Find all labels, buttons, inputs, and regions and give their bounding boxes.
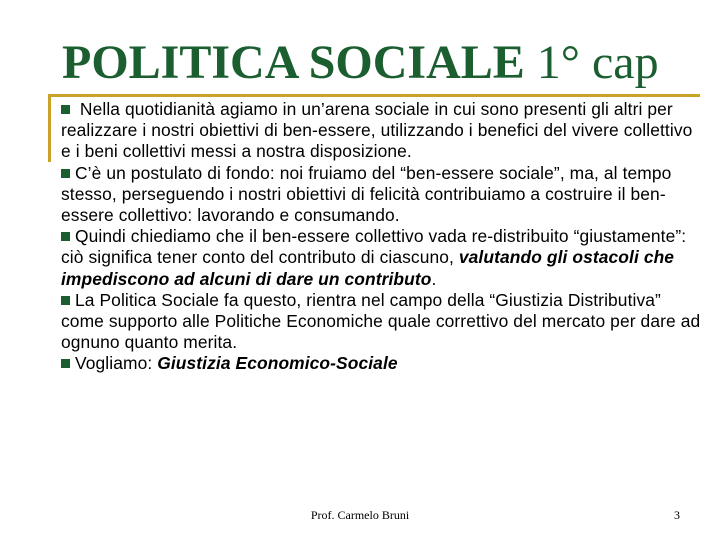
paragraph-5-text: Vogliamo: xyxy=(75,353,158,374)
square-bullet-icon xyxy=(61,169,70,178)
paragraph-3-end: . xyxy=(431,268,437,289)
title-area xyxy=(48,28,708,94)
paragraph-5-emphasis: Giustizia Economico-Sociale xyxy=(157,353,398,374)
left-accent-rule xyxy=(48,94,51,162)
square-bullet-icon xyxy=(61,296,70,305)
paragraph-1-text: Nella quotidianità agiamo in un’arena sociale in cui sono presenti gli altri per realizzare i nostri obiettivi di ben-essere, utilizzando i benefici del vivere collettivo e i beni collettivi messi a nostra disposizione. xyxy=(61,99,693,162)
page-number: 3 xyxy=(674,508,680,522)
paragraph-2-text: C’è un postulato di fondo: noi fruiamo del “ben-essere sociale”, ma, al tempo stesso, perseguendo i nostri obiettivi di felicità contribuiamo a costruire il ben-essere collettivo: lavorando e consumando. xyxy=(61,162,672,226)
paragraph-5 xyxy=(61,353,701,374)
paragraph-1 xyxy=(61,99,701,163)
title-underline-rule xyxy=(48,94,700,97)
paragraph-4 xyxy=(61,290,701,354)
paragraph-3 xyxy=(61,226,701,290)
title-main: POLITICA SOCIALE xyxy=(62,36,525,89)
title-suffix: 1° cap xyxy=(524,36,659,89)
square-bullet-icon xyxy=(61,359,70,368)
square-bullet-icon xyxy=(61,232,70,241)
square-bullet-icon xyxy=(61,105,70,114)
paragraph-4-text: La Politica Sociale fa questo, rientra nel campo della “Giustizia Distributiva” come supporto alle Politiche Economiche quale correttivo del mercato per dare ad ognuno quanto merita. xyxy=(61,289,701,353)
paragraph-3-emphasis: valutando gli ostacoli che impediscono ad alcuni di dare un contributo xyxy=(61,247,675,289)
paragraph-2 xyxy=(61,163,701,227)
footer-author: Prof. Carmelo Bruni xyxy=(310,508,410,522)
slide-title xyxy=(62,34,659,92)
body-text xyxy=(61,99,701,375)
paragraph-3-text: Quindi chiediamo che il ben-essere collettivo vada re-distribuito “giustamente”: ciò significa tener conto del contributo di ciascuno, xyxy=(61,226,687,268)
